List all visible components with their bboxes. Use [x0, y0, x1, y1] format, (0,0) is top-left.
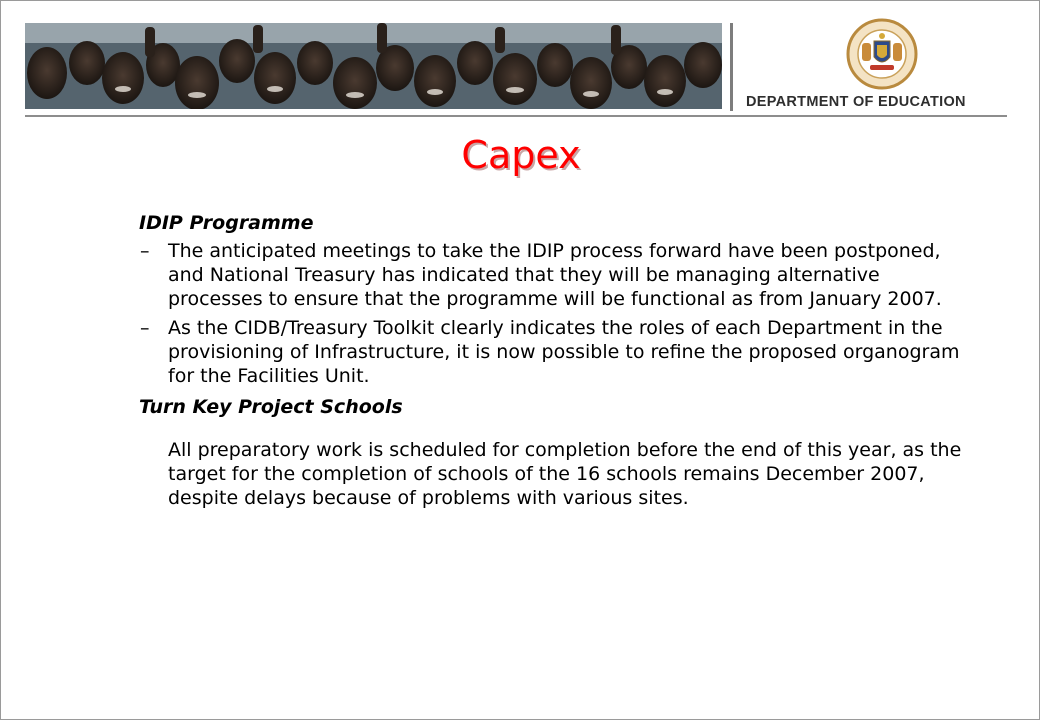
dash-marker: – — [140, 240, 150, 262]
section-heading-turn-key: Turn Key Project Schools — [139, 396, 403, 418]
section-heading-idip: IDIP Programme — [139, 212, 314, 234]
dash-marker: – — [140, 317, 150, 339]
bullet-item — [139, 316, 969, 388]
bullet-text: As the CIDB/Treasury Toolkit clearly indicates the roles of each Department in the provisioning of Infrastructure, it is now possible to refine the proposed organogram for the Facilities Unit. — [168, 317, 960, 387]
header-vertical-divider — [730, 23, 733, 111]
banner-photo — [25, 23, 722, 109]
section-paragraph: All preparatory work is scheduled for completion before the end of this year, as the target for the completion of schools of the 16 schools remains December 2007, despite delays because of problems with various sites. — [168, 439, 962, 509]
slide-body — [139, 209, 969, 510]
slide-title: Capex — [461, 133, 581, 177]
bullet-text: The anticipated meetings to take the IDIP process forward have been postponed, and National Treasury has indicated that they will be managing alternative processes to ensure that the programme will be functional as from January 2007. — [168, 240, 942, 310]
bullet-item — [139, 239, 969, 311]
crowd-photo-image — [25, 23, 722, 109]
department-label: DEPARTMENT OF EDUCATION — [746, 94, 966, 110]
gauteng-crest-logo — [836, 17, 928, 91]
header-divider — [25, 115, 1007, 117]
